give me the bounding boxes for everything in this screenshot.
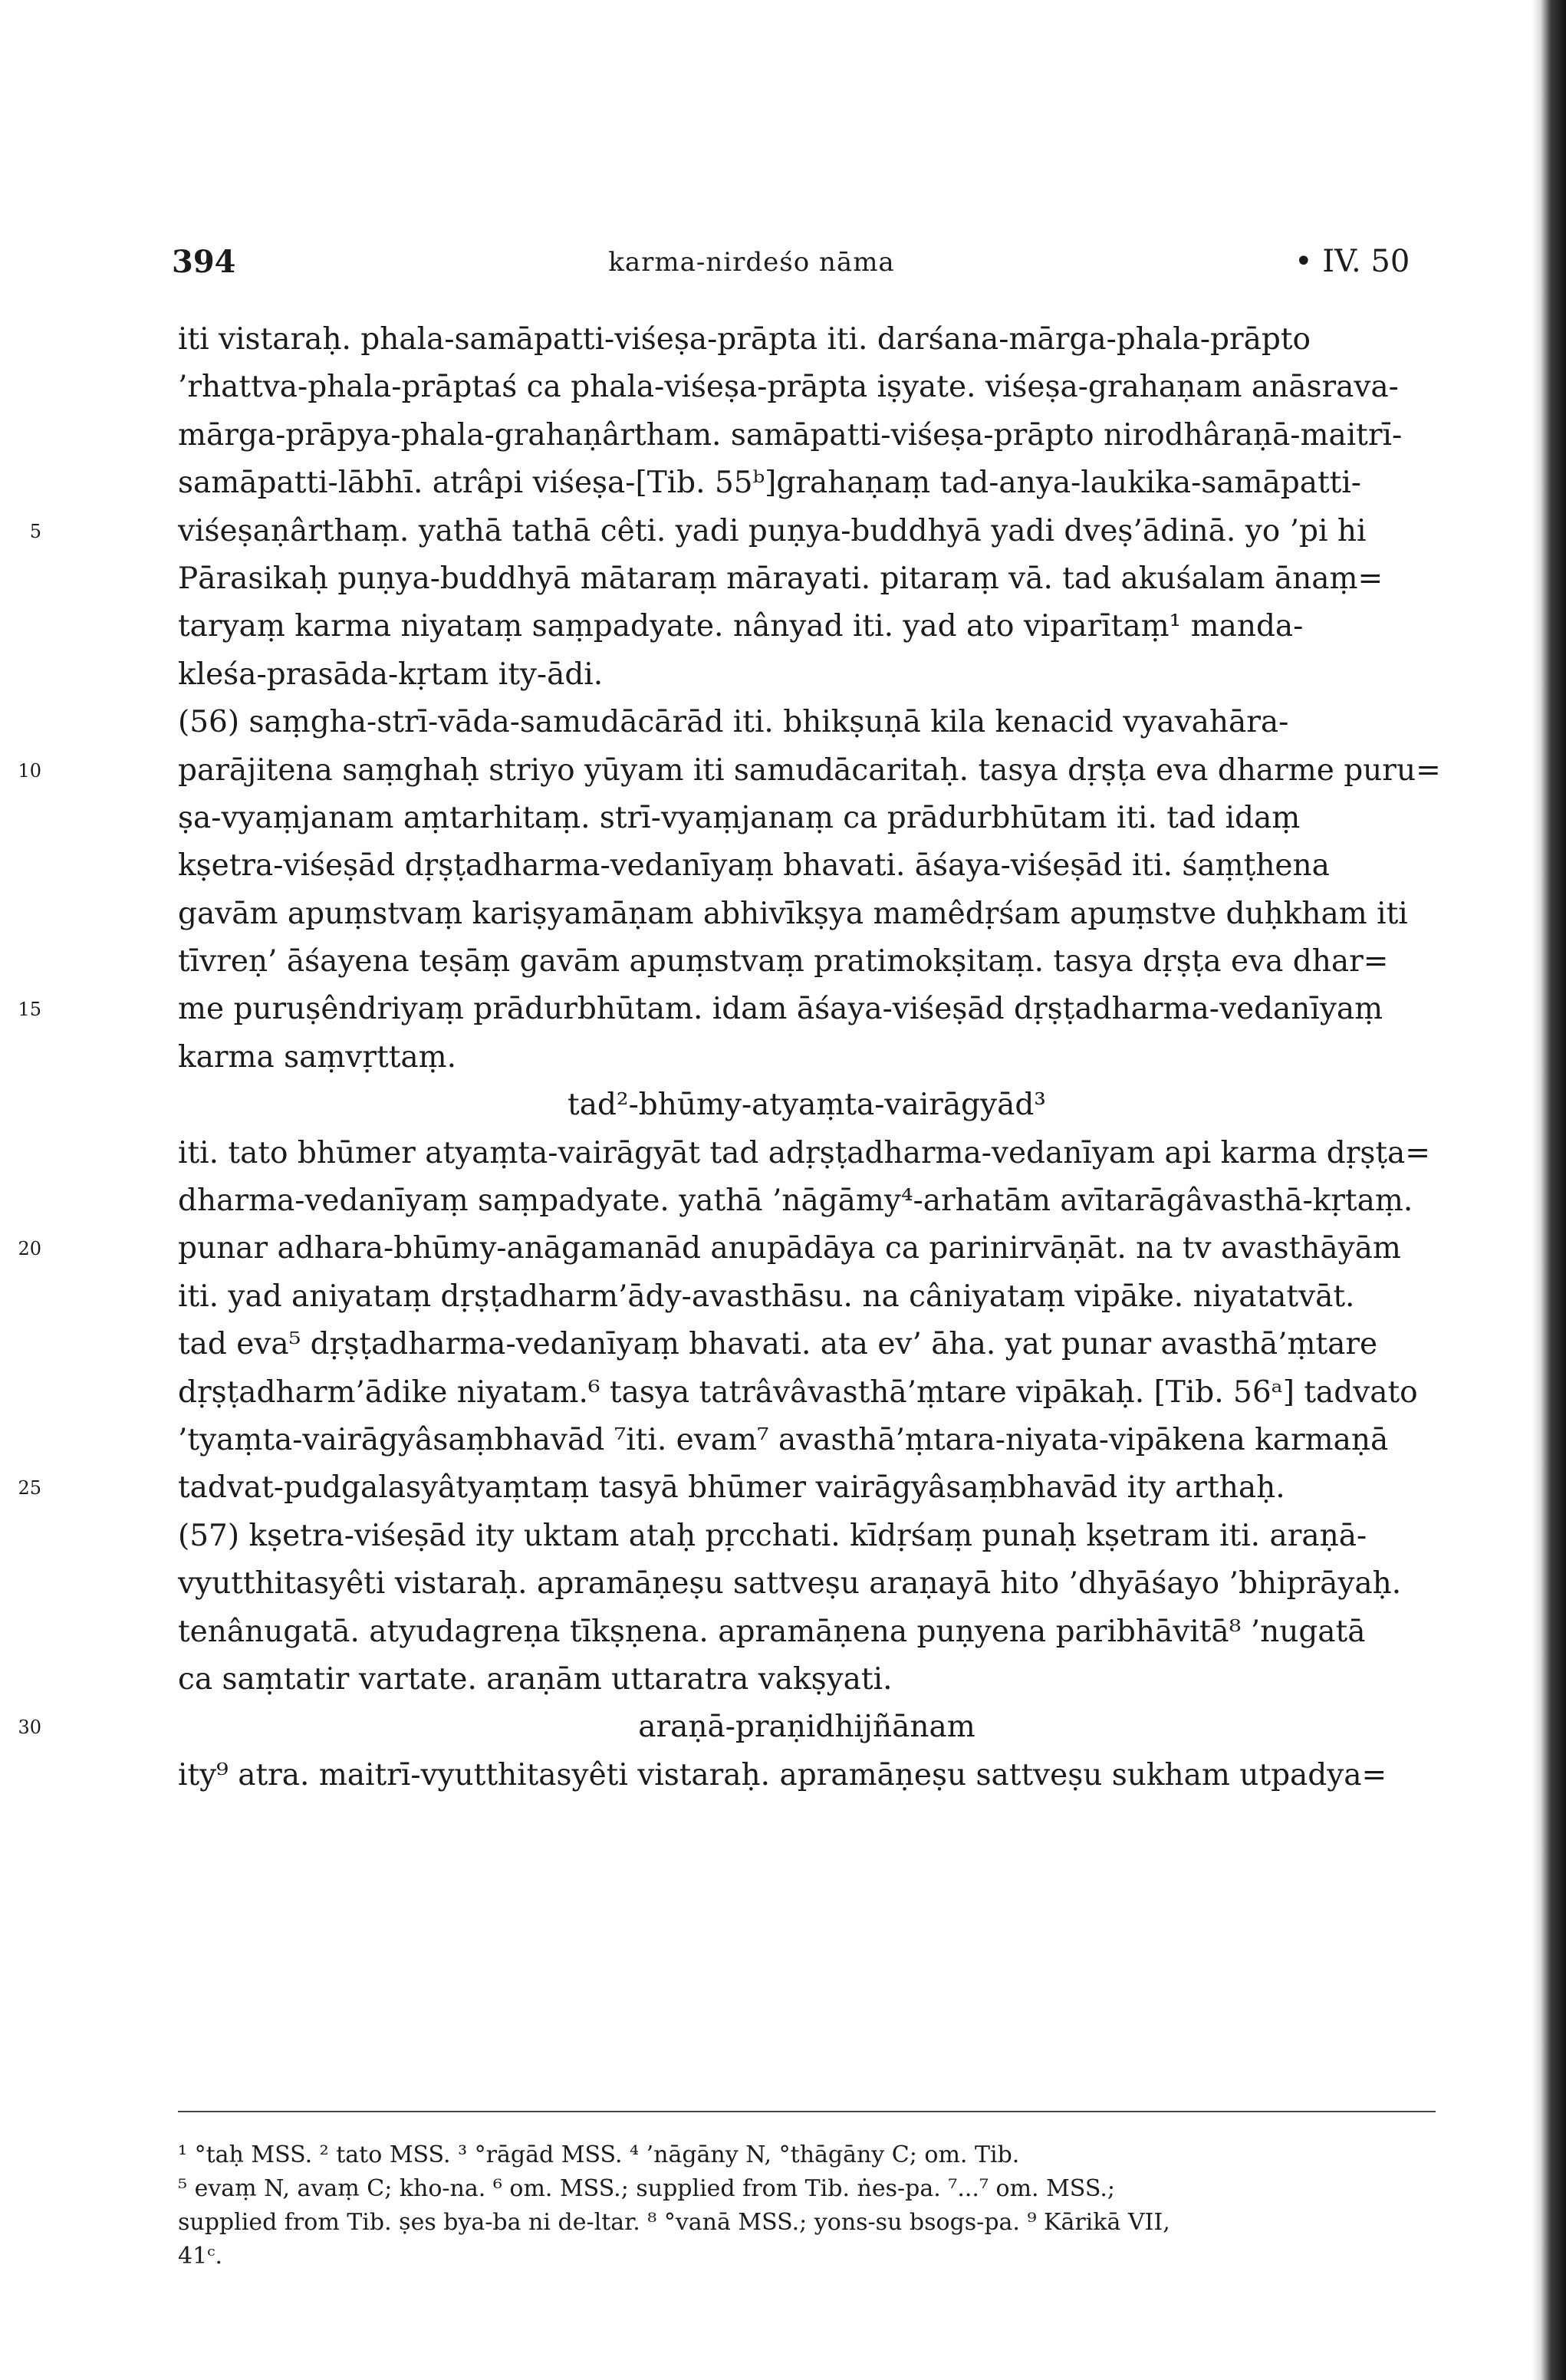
line-number: 20	[18, 1238, 41, 1260]
line-text: taryaṃ karma niyataṃ saṃpadyate. nânyad iti. yad ato viparītaṃ¹ manda-	[178, 609, 1304, 644]
footnote-rule	[178, 2111, 1436, 2112]
line-text: ’tyaṃta-vairāgyâsaṃbhavād ⁷iti. evam⁷ avasthā’ṃtara-niyata-vipākena karmaṇā	[178, 1422, 1389, 1457]
text-line	[178, 1656, 1436, 1704]
footnote-line: ⁵ evaṃ N, avaṃ C; kho-na. ⁶ om. MSS.; supplied from Tib. ṅes-pa. ⁷...⁷ om. MSS.;	[178, 2175, 1115, 2202]
line-number: 15	[18, 999, 41, 1021]
line-text: gavām apuṃstvaṃ kariṣyamāṇam abhivīkṣya mamêdṛśam apuṃstve duḥkham iti	[178, 896, 1408, 931]
text-line	[178, 651, 1436, 699]
text-line	[178, 699, 1436, 746]
line-text: ity⁹ atra. maitrī-vyutthitasyêti vistaraḥ. apramāṇeṣu sattveṣu sukham utpadya=	[178, 1757, 1387, 1792]
line-text: tenânugatā. atyudagreṇa tīkṣṇena. apramāṇena puṇyena paribhāvitā⁸ ’nugatā	[178, 1614, 1366, 1649]
text-line	[178, 1273, 1436, 1321]
section-reference: • IV. 50	[1295, 244, 1410, 279]
book-spine-shadow	[1532, 0, 1566, 2380]
line-text: vyutthitasyêti vistaraḥ. apramāṇeṣu sattveṣu araṇayā hito ’dhyāśayo ’bhiprāyaḥ.	[178, 1566, 1402, 1601]
text-line	[178, 1608, 1436, 1656]
line-text: ca saṃtatir vartate. araṇām uttaratra vakṣyati.	[178, 1661, 893, 1697]
line-number: 25	[18, 1477, 41, 1499]
text-line	[178, 1369, 1436, 1417]
running-title: karma-nirdeśo nāma	[608, 247, 895, 278]
footnote-line: supplied from Tib. ṣes bya-ba ni de-ltar. ⁸ °vanā MSS.; yons-su bsogs-pa. ⁹ Kārikā VII,	[178, 2209, 1170, 2236]
line-text: mārga-prāpya-phala-grahaṇârtham. samāpatti-viśeṣa-prāpto nirodhâraṇā-maitrī-	[178, 417, 1403, 453]
text-line	[178, 364, 1436, 411]
text-line	[178, 412, 1436, 459]
line-text: me puruṣêndriyaṃ prādurbhūtam. idam āśaya-viśeṣād dṛṣṭadharma-vedanīyaṃ	[178, 992, 1383, 1027]
line-text: (57) kṣetra-viśeṣād ity uktam ataḥ pṛcchati. kīdṛśaṃ punaḥ kṣetram iti. araṇā-	[178, 1518, 1367, 1553]
text-line	[178, 1560, 1436, 1608]
line-text: iti. tato bhūmer atyaṃta-vairāgyāt tad adṛṣṭadharma-vedanīyam api karma dṛṣṭa=	[178, 1135, 1430, 1170]
line-text: ’rhattva-phala-prāptaś ca phala-viśeṣa-prāpta iṣyate. viśeṣa-grahaṇam anāsrava-	[178, 370, 1399, 405]
line-text: viśeṣaṇârthaṃ. yathā tathā cêti. yadi puṇya-buddhyā yadi dveṣ’ādinā. yo ’pi hi	[178, 513, 1367, 548]
text-line	[178, 1752, 1436, 1799]
main-text	[18, 316, 1441, 1799]
text-line	[178, 1130, 1436, 1177]
line-text: kleśa-prasāda-kṛtam ity-ādi.	[178, 657, 604, 692]
line-number: 10	[18, 759, 41, 782]
text-line	[178, 459, 1436, 507]
line-text: iti vistaraḥ. phala-samāpatti-viśeṣa-prāpta iti. darśana-mārga-phala-prāpto	[178, 322, 1311, 357]
text-line	[178, 1321, 1436, 1368]
line-number: 30	[18, 1717, 41, 1739]
text-line	[18, 1464, 1436, 1512]
line-text: samāpatti-lābhī. atrâpi viśeṣa-[Tib. 55ᵇ]grahaṇaṃ tad-anya-laukika-samāpatti-	[178, 466, 1361, 501]
line-text: parājitena saṃghaḥ striyo yūyam iti samudācaritaḥ. tasya dṛṣṭa eva dharme puru=	[178, 752, 1441, 788]
footnote-line: 41ᶜ.	[178, 2243, 223, 2270]
text-line	[29, 508, 1436, 555]
line-text: tīvreṇ’ āśayena teṣāṃ gavām apuṃstvaṃ pratimokṣitaṃ. tasya dṛṣṭa eva dhar=	[178, 944, 1389, 979]
footnote-line: ¹ °taḥ MSS. ² tato MSS. ³ °rāgād MSS. ⁴ ’nāgāny N, °thāgāny C; om. Tib.	[178, 2141, 1020, 2168]
text-line	[178, 555, 1436, 603]
text-line	[178, 1081, 1436, 1129]
text-line	[178, 603, 1436, 650]
line-text: tad eva⁵ dṛṣṭadharma-vedanīyaṃ bhavati. ata ev’ āha. yat punar avasthā’ṃtare	[178, 1327, 1378, 1362]
text-line	[178, 1177, 1436, 1225]
text-line	[18, 1225, 1436, 1272]
footnotes	[178, 2138, 1436, 2273]
line-text: tad²-bhūmy-atyaṃta-vairāgyād³	[568, 1088, 1046, 1123]
line-text: (56) saṃgha-strī-vāda-samudācārād iti. bhikṣuṇā kila kenacid vyavahāra-	[178, 705, 1289, 740]
line-text: punar adhara-bhūmy-anāgamanād anupādāya ca parinirvāṇāt. na tv avasthāyām	[178, 1231, 1401, 1266]
text-line	[178, 938, 1436, 986]
text-line	[178, 1417, 1436, 1464]
text-line	[18, 1704, 1436, 1751]
text-line	[178, 316, 1436, 364]
text-line	[178, 890, 1436, 938]
page-number: 394	[172, 244, 236, 280]
text-line	[18, 747, 1441, 795]
line-text: dṛṣṭadharm’ādike niyatam.⁶ tasya tatrâvâvasthā’ṃtare vipākaḥ. [Tib. 56ᵃ] tadvato	[178, 1374, 1418, 1410]
text-line	[178, 795, 1436, 842]
line-number: 5	[29, 520, 41, 542]
line-text: iti. yad aniyataṃ dṛṣṭadharm’ādy-avasthāsu. na câniyataṃ vipāke. niyatatvāt.	[178, 1279, 1355, 1314]
line-text: Pārasikaḥ puṇya-buddhyā mātaraṃ mārayati. pitaraṃ vā. tad akuśalam ānaṃ=	[178, 561, 1383, 596]
line-text: kṣetra-viśeṣād dṛṣṭadharma-vedanīyaṃ bhavati. āśaya-viśeṣād iti. śaṃṭhena	[178, 848, 1330, 884]
line-text: araṇā-praṇidhijñānam	[638, 1710, 975, 1745]
text-line	[18, 986, 1436, 1033]
line-text: ṣa-vyaṃjanam aṃtarhitaṃ. strī-vyaṃjanaṃ ca prādurbhūtam iti. tad idaṃ	[178, 800, 1301, 835]
page-header	[0, 244, 1503, 298]
line-text: dharma-vedanīyaṃ saṃpadyate. yathā ’nāgāmy⁴-arhatām avītarāgâvasthā-kṛtaṃ.	[178, 1183, 1413, 1219]
text-line	[178, 1034, 1436, 1081]
line-text: tadvat-pudgalasyâtyaṃtaṃ tasyā bhūmer vairāgyâsaṃbhavād ity arthaḥ.	[178, 1470, 1285, 1506]
text-line	[178, 842, 1436, 890]
text-line	[178, 1513, 1436, 1560]
line-text: karma saṃvṛttaṃ.	[178, 1039, 457, 1075]
